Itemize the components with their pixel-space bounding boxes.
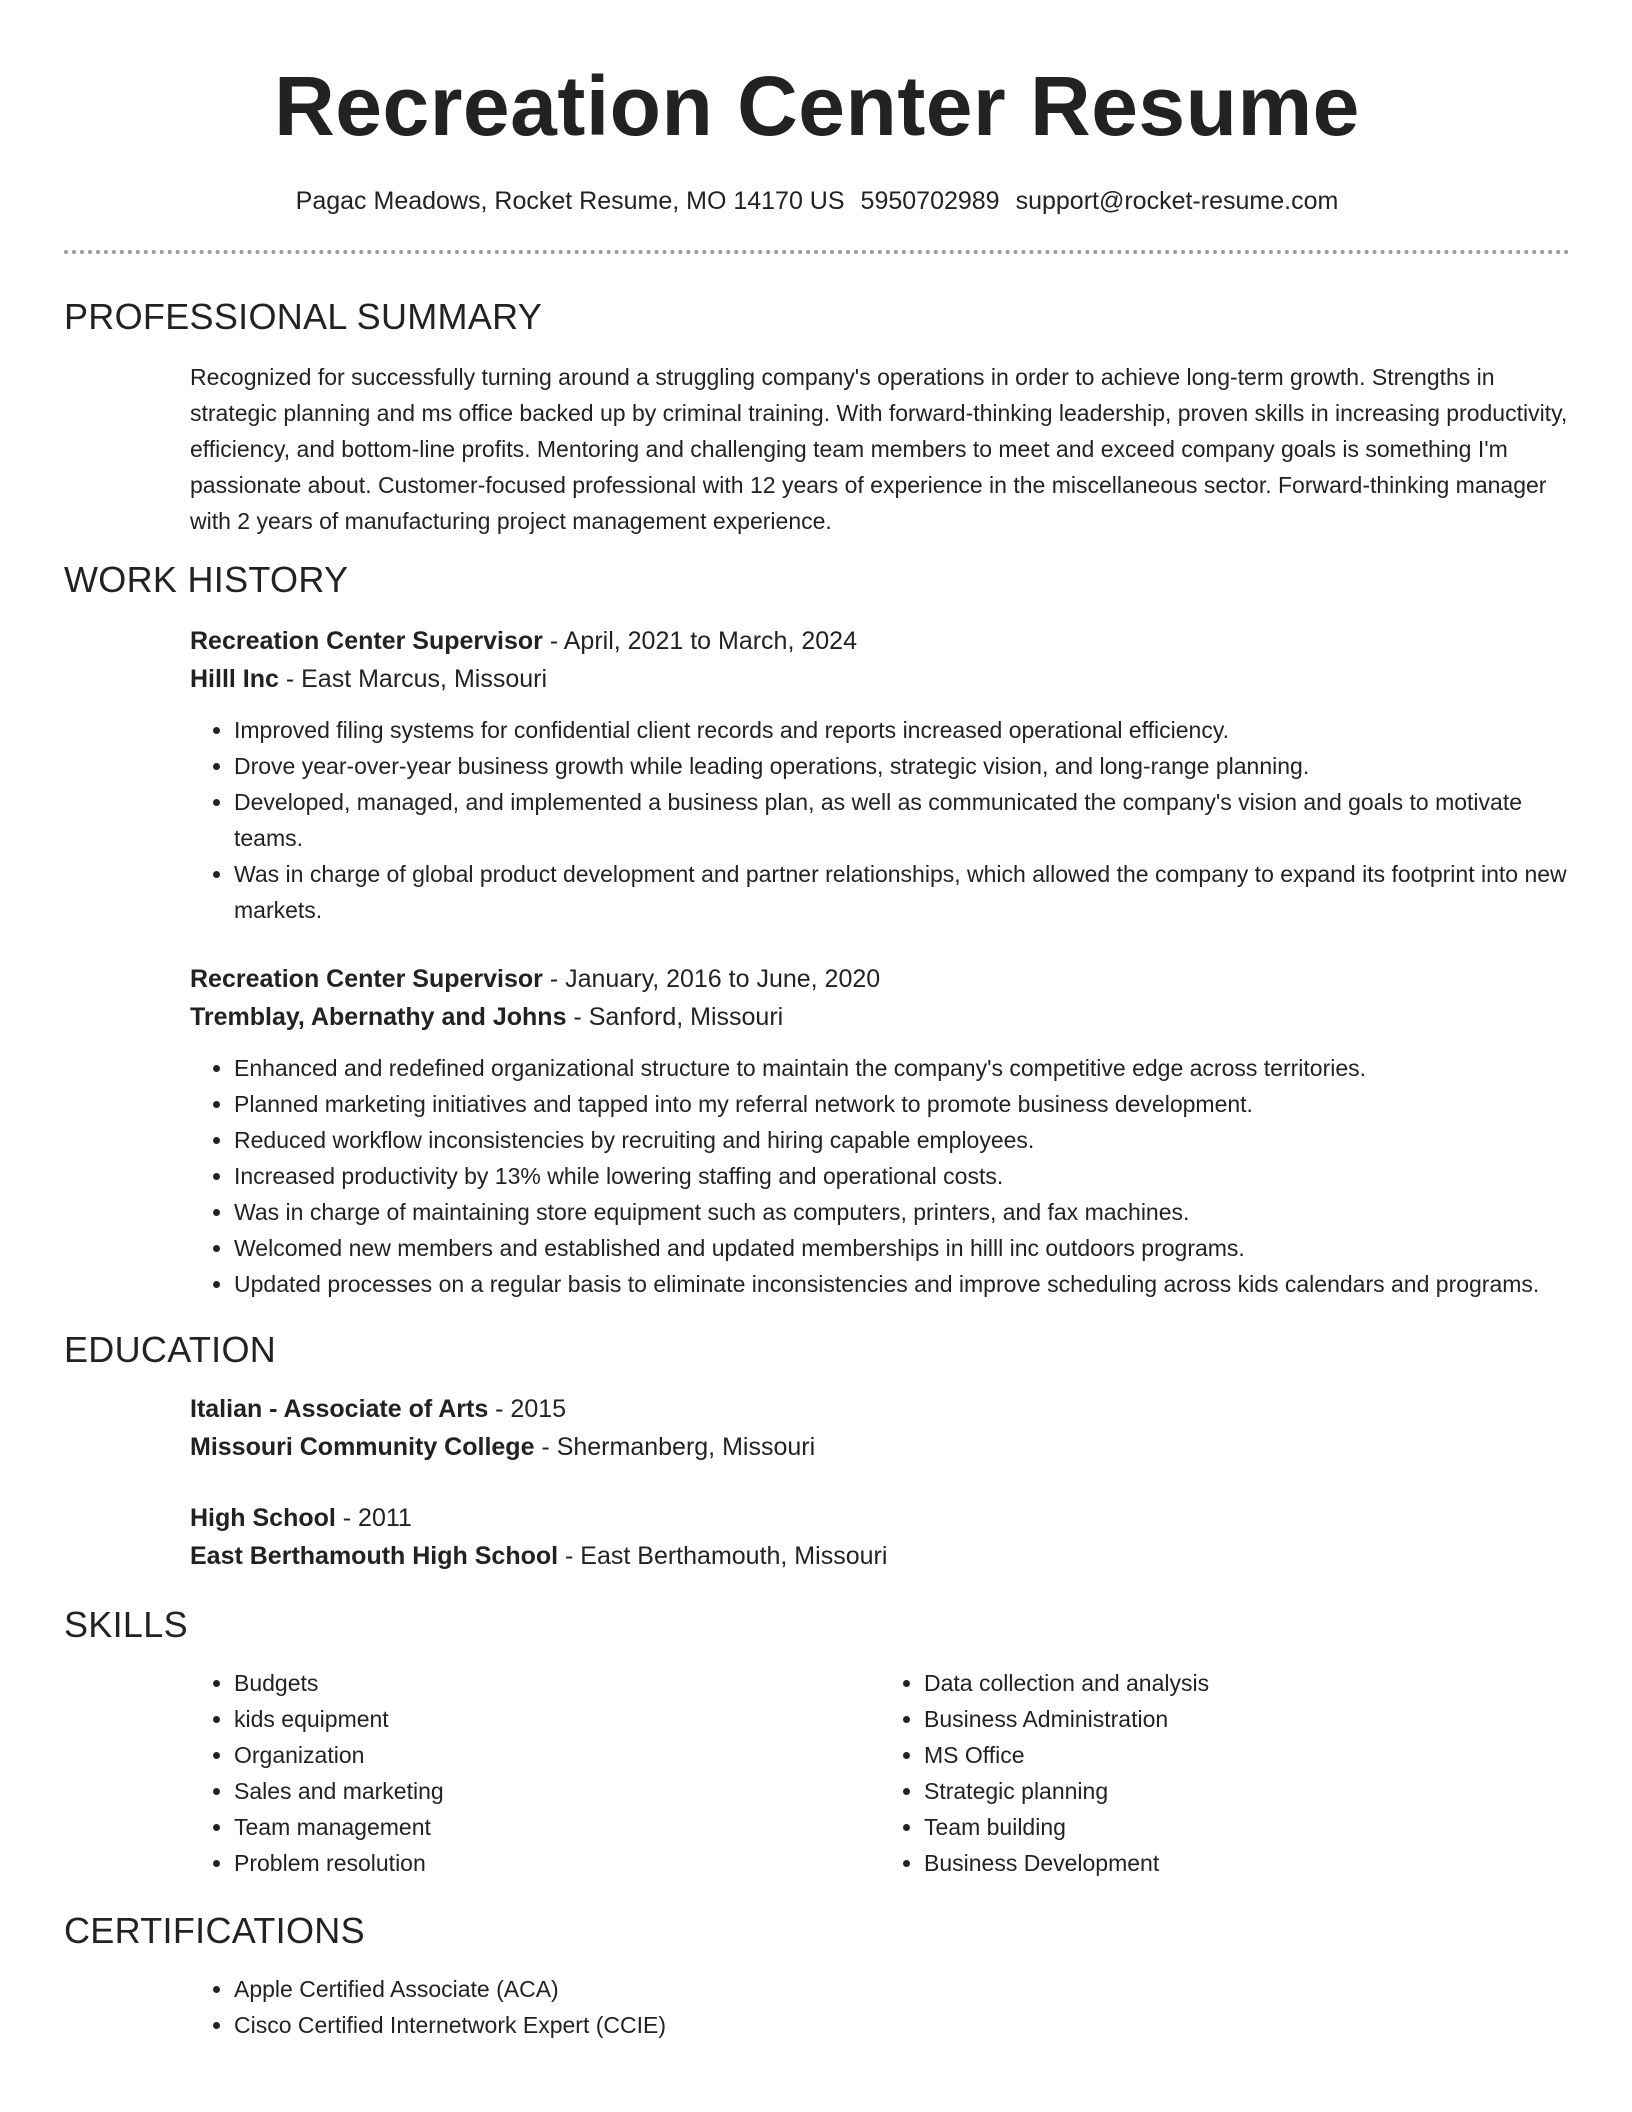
job-bullet: • Reduced workflow inconsistencies by recruiting and hiring capable employees. — [234, 1122, 1570, 1158]
job-bullet: • Planned marketing initiatives and tapped into my referral network to promote business development. — [234, 1086, 1570, 1122]
education-location: - East Berthamouth, Missouri — [558, 1542, 888, 1570]
education-year: - 2015 — [488, 1395, 567, 1423]
contact-phone: 5950702989 — [860, 187, 1000, 215]
job-title-line — [190, 622, 1570, 660]
skill-item: • Problem resolution — [234, 1845, 880, 1881]
summary-heading: PROFESSIONAL SUMMARY — [64, 296, 543, 337]
education-school-line — [190, 1428, 1570, 1466]
education-year: - 2011 — [335, 1504, 412, 1532]
education-school: Missouri Community College — [190, 1433, 535, 1461]
certifications-section — [190, 1971, 1570, 2043]
skills-heading: SKILLS — [64, 1604, 188, 1645]
education-degree: High School — [190, 1504, 336, 1532]
skill-item: • Sales and marketing — [234, 1773, 880, 1809]
skill-item: • Business Development — [924, 1845, 1570, 1881]
job-title: Recreation Center Supervisor — [190, 627, 543, 655]
contact-address: Pagac Meadows, Rocket Resume, MO 14170 US — [295, 187, 845, 215]
skill-item: • MS Office — [924, 1737, 1570, 1773]
summary-section — [190, 359, 1570, 539]
education-degree-line — [190, 1499, 1570, 1537]
job-bullet: • Was in charge of maintaining store equipment such as computers, printers, and fax machines. — [234, 1194, 1570, 1230]
skills-list-left — [190, 1665, 880, 1881]
work-history-section — [190, 622, 1570, 1302]
job-title-line — [190, 960, 1570, 998]
job-bullet: • Welcomed new members and established and updated memberships in hilll inc outdoors programs. — [234, 1230, 1570, 1266]
contact-line — [64, 184, 1570, 218]
summary-text: Recognized for successfully turning around a struggling company's operations in order to achieve long-term growth. Strengths in strategic planning and ms office backed up by criminal training. With forward-thinking leadership, proven skills in increasing productivity, efficiency, and bottom-line profits. Mentoring and challenging team members to meet and exceed company goals is something I'm passionate about. Customer-focused professional with 12 years of experience in the miscellaneous sector. Forward-thinking manager with 2 years of manufacturing project management experience. — [190, 364, 1568, 534]
job-entry — [190, 622, 1570, 928]
certification-item: • Cisco Certified Internetwork Expert (CCIE) — [234, 2007, 1570, 2043]
education-school-line — [190, 1537, 1570, 1575]
job-bullet: • Developed, managed, and implemented a business plan, as well as communicated the company's vision and goals to motivate teams. — [234, 784, 1570, 856]
skills-section — [190, 1665, 1570, 1881]
job-bullet: • Updated processes on a regular basis to eliminate inconsistencies and improve scheduling across kids calendars and programs. — [234, 1266, 1570, 1302]
job-dates: - January, 2016 to June, 2020 — [542, 965, 881, 993]
job-title: Recreation Center Supervisor — [190, 965, 543, 993]
work-history-heading: WORK HISTORY — [64, 559, 349, 600]
job-bullets — [190, 712, 1570, 928]
education-section — [190, 1390, 1570, 1575]
skill-item: • Organization — [234, 1737, 880, 1773]
skill-item: • Data collection and analysis — [924, 1665, 1570, 1701]
certifications-list — [190, 1971, 1570, 2043]
resume-title: Recreation Center Resume — [274, 59, 1360, 153]
job-bullet: • Drove year-over-year business growth while leading operations, strategic vision, and long-range planning. — [234, 748, 1570, 784]
job-bullet: • Was in charge of global product development and partner relationships, which allowed the company to expand its footprint into new markets. — [234, 856, 1570, 928]
job-location: - East Marcus, Missouri — [278, 665, 548, 693]
skill-item: • Business Administration — [924, 1701, 1570, 1737]
education-entry — [190, 1390, 1570, 1466]
resume-page — [64, 0, 1570, 2043]
header-divider — [64, 250, 1570, 254]
certification-item: • Apple Certified Associate (ACA) — [234, 1971, 1570, 2007]
education-location: - Shermanberg, Missouri — [534, 1433, 816, 1461]
job-company: Hilll Inc — [190, 665, 279, 693]
skill-item: • Budgets — [234, 1665, 880, 1701]
job-company-line — [190, 998, 1570, 1036]
job-dates: - April, 2021 to March, 2024 — [542, 627, 857, 655]
education-entry — [190, 1499, 1570, 1575]
job-bullet: • Increased productivity by 13% while lowering staffing and operational costs. — [234, 1158, 1570, 1194]
skill-item: • Team building — [924, 1809, 1570, 1845]
job-company-line — [190, 660, 1570, 698]
job-company: Tremblay, Abernathy and Johns — [190, 1003, 567, 1031]
education-heading: EDUCATION — [64, 1329, 277, 1370]
job-bullet: • Enhanced and redefined organizational structure to maintain the company's competitive edge across territories. — [234, 1050, 1570, 1086]
contact-email: support@rocket-resume.com — [1015, 187, 1339, 215]
skill-item: • kids equipment — [234, 1701, 880, 1737]
skill-item: • Team management — [234, 1809, 880, 1845]
skill-item: • Strategic planning — [924, 1773, 1570, 1809]
certifications-heading: CERTIFICATIONS — [64, 1910, 365, 1951]
job-entry — [190, 960, 1570, 1302]
job-bullets — [190, 1050, 1570, 1302]
education-degree: Italian - Associate of Arts — [190, 1395, 489, 1423]
education-school: East Berthamouth High School — [190, 1542, 559, 1570]
skills-list-right — [880, 1665, 1570, 1881]
education-degree-line — [190, 1390, 1570, 1428]
job-location: - Sanford, Missouri — [566, 1003, 784, 1031]
job-bullet: • Improved filing systems for confidential client records and reports increased operational efficiency. — [234, 712, 1570, 748]
